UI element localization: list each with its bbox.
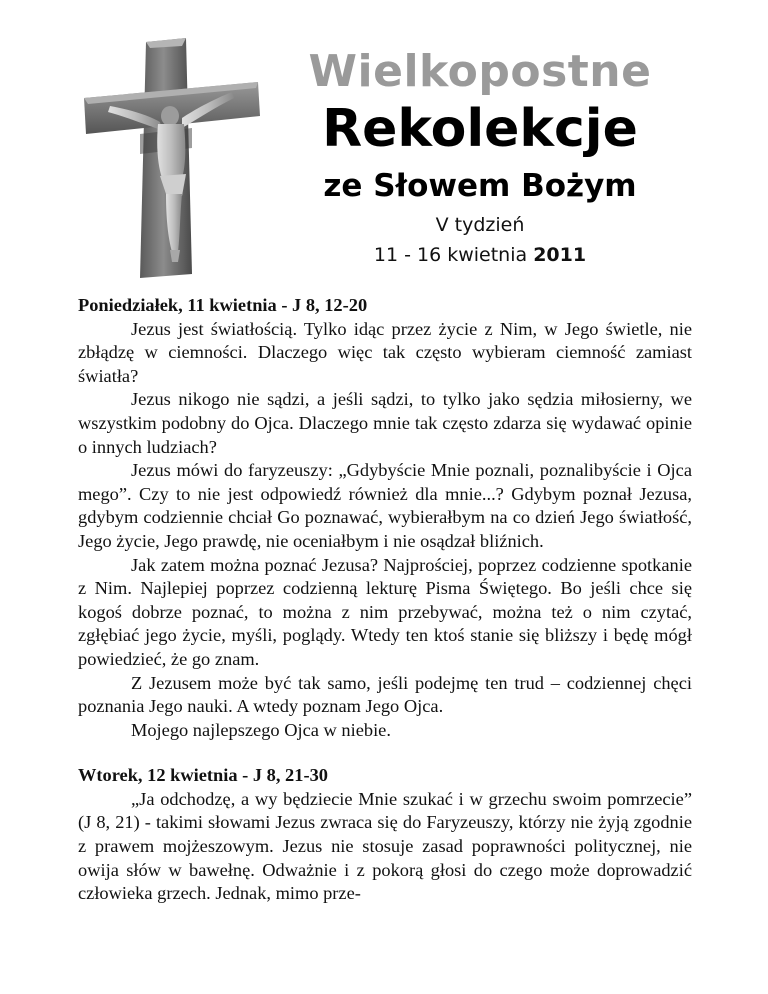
section-heading: Wtorek, 12 kwietnia - J 8, 21-30 [78, 765, 328, 786]
week-label: V tydzień [435, 214, 525, 236]
section-tuesday [78, 764, 692, 906]
paragraph: Jezus mówi do faryzeuszy: „Gdybyście Mnie poznali, poznalibyście i Ojca mego”. Czy to nie jest odpowiedź również dla mnie...? Gdybym poznał Jezusa, gdybym codziennie chciał Go poznawać, wybierałbym na co dzień Jego światłość, Jego życie, Jego prawdę, nie oceniałbym i nie osądzał bliźnich. [78, 460, 692, 551]
title-line-2: Rekolekcje [322, 99, 638, 159]
paragraph: „Ja odchodzę, a wy będziecie Mnie szukać i w grzechu swoim pomrzecie” (J 8, 21) - takimi słowami Jezus zwraca się do Faryzeuszy, którzy nie żyją zgodnie z prawem mojżeszowym. Jezus nie stosuje zasad poprawności politycznej, nie owija słów w bawełnę. Odważnie i z pokorą głosi do czego może doprowadzić człowieka grzech. Jednak, mimo prze- [78, 788, 692, 904]
paragraph: Jak zatem można poznać Jezusa? Najprościej, poprzez codzienne spotkanie z Nim. Najlepiej poprzez codzienną lekturę Pisma Świętego. Bo jeśli chce się kogoś dobrze poznać, to można z nim przebywać, można też o nim czytać, zgłębiać jego życie, myśli, poglądy. Wtedy ten ktoś stanie się bliższy i będę mógł powiedzieć, że go znam. [78, 554, 692, 669]
page-header [0, 0, 768, 290]
paragraph: Z Jezusem może być tak samo, jeśli podejmę ten trud – codziennej chęci poznania Jego nauki. A wtedy poznam Jego Ojca. [78, 672, 692, 717]
title-block [270, 44, 690, 270]
crucifix-image [82, 38, 262, 278]
section-heading: Poniedziałek, 11 kwietnia - J 8, 12-20 [78, 295, 368, 315]
date-range-days: 11 - 16 kwietnia [373, 244, 528, 266]
section-monday [78, 294, 692, 742]
document-body [78, 294, 692, 906]
title-line-3: ze Słowem Bożym [323, 168, 637, 204]
date-range-year: 2011 [533, 244, 587, 266]
title-line-1: Wielkopostne [308, 46, 652, 97]
paragraph: Mojego najlepszego Ojca w niebie. [131, 719, 391, 740]
paragraph: Jezus jest światłością. Tylko idąc przez życie z Nim, w Jego świetle, nie zbłądzę w ciemności. Dlaczego więc tak często wybieram ciemność zamiast światła? [78, 318, 692, 386]
date-range [270, 240, 690, 270]
paragraph: Jezus nikogo nie sądzi, a jeśli sądzi, to tylko jako sędzia miłosierny, we wszystkim podobny do Ojca. Dlaczego mnie tak często zdarza się wydawać opinie o innych ludziach? [78, 389, 692, 457]
